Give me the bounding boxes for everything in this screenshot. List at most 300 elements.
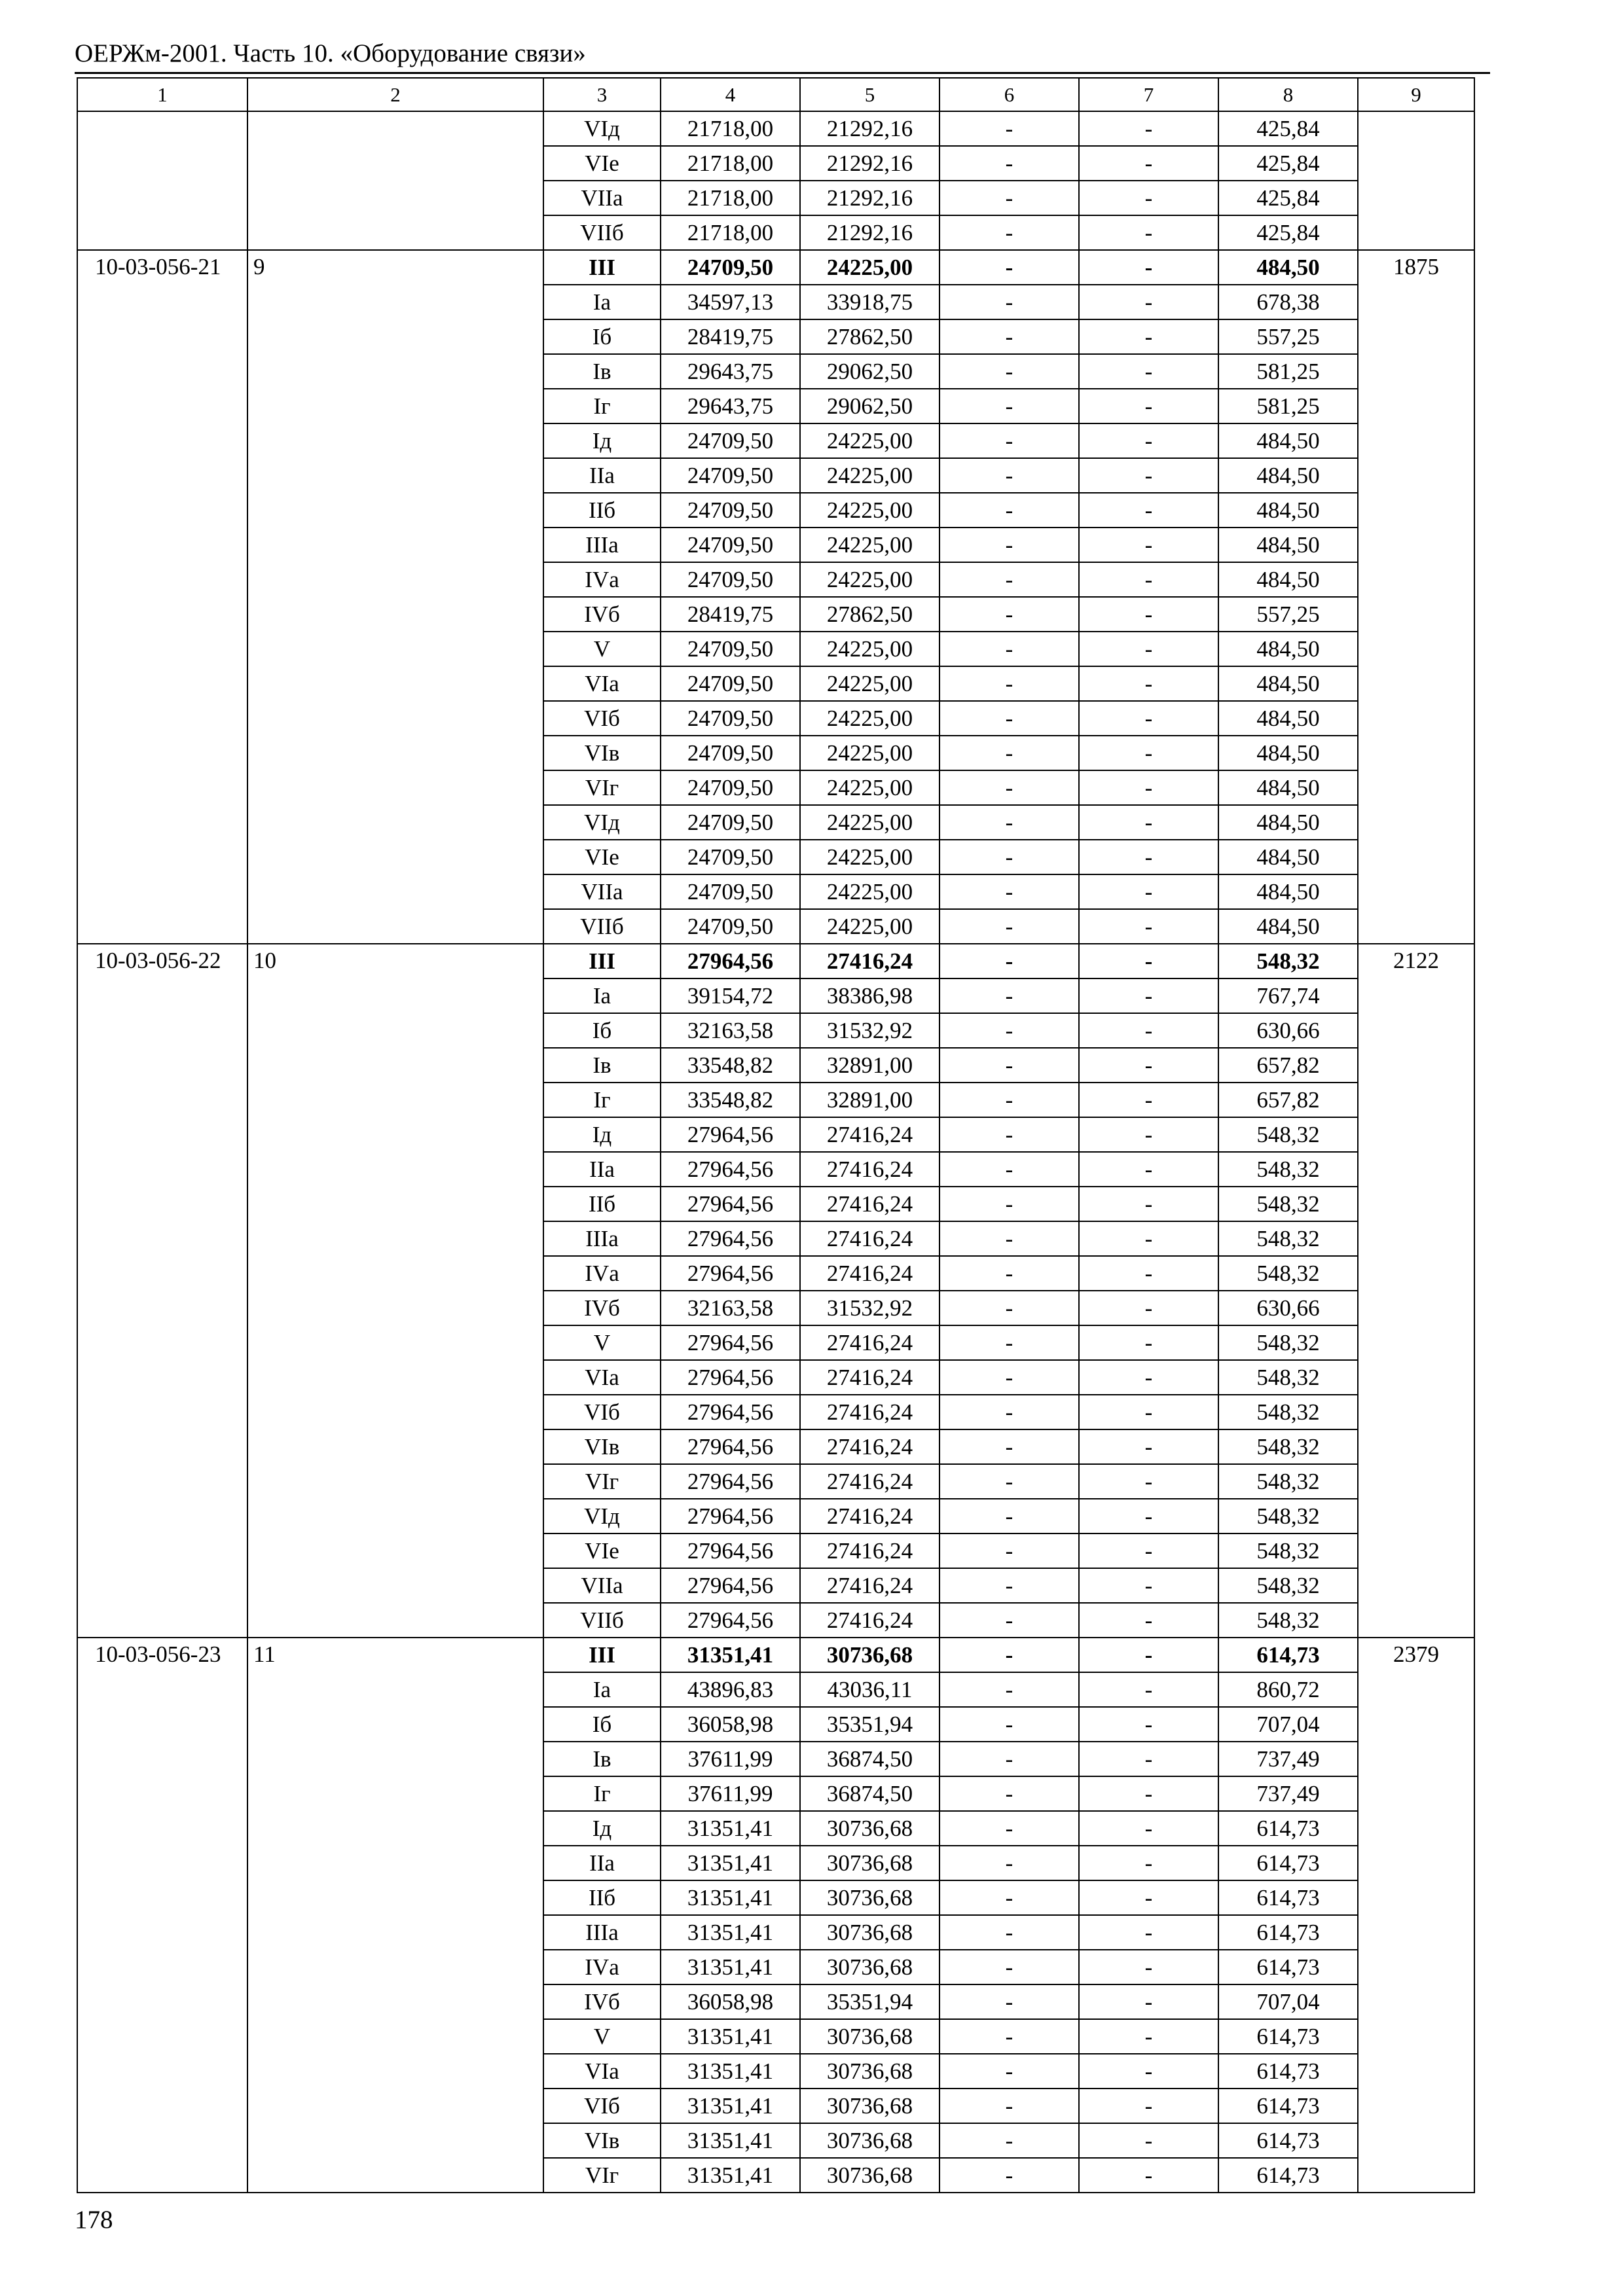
materials-cell: 548,32 xyxy=(1218,1568,1358,1603)
driver-wages-cell: - xyxy=(1079,1083,1218,1117)
materials-cell: 614,73 xyxy=(1218,2123,1358,2158)
machine-cell: - xyxy=(939,840,1079,874)
materials-cell: 557,25 xyxy=(1218,597,1358,632)
machine-cell: - xyxy=(939,1256,1079,1291)
zone-cell: Iв xyxy=(543,354,661,389)
machine-cell: - xyxy=(939,1499,1079,1534)
materials-cell: 614,73 xyxy=(1218,1846,1358,1880)
materials-cell: 614,73 xyxy=(1218,1915,1358,1950)
materials-cell: 484,50 xyxy=(1218,562,1358,597)
cost-cell: 21718,00 xyxy=(661,181,800,215)
materials-cell: 484,50 xyxy=(1218,701,1358,736)
driver-wages-cell: - xyxy=(1079,458,1218,493)
wages-cell: 24225,00 xyxy=(800,632,939,666)
driver-wages-cell: - xyxy=(1079,2123,1218,2158)
machine-cell: - xyxy=(939,562,1079,597)
machine-cell: - xyxy=(939,909,1079,944)
cost-cell: 27964,56 xyxy=(661,1395,800,1429)
materials-cell: 425,84 xyxy=(1218,215,1358,250)
driver-wages-cell: - xyxy=(1079,215,1218,250)
zone-cell: VIв xyxy=(543,736,661,770)
cost-cell: 31351,41 xyxy=(661,2089,800,2123)
driver-wages-cell: - xyxy=(1079,597,1218,632)
zone-cell: Iб xyxy=(543,1707,661,1742)
wages-cell: 29062,50 xyxy=(800,389,939,423)
rate-code-cell: 10-03-056-21 xyxy=(77,250,247,944)
wages-cell: 30736,68 xyxy=(800,1880,939,1915)
machine-cell: - xyxy=(939,1429,1079,1464)
machine-cell: - xyxy=(939,1915,1079,1950)
cost-cell: 24709,50 xyxy=(661,493,800,528)
machine-cell: - xyxy=(939,1880,1079,1915)
driver-wages-cell: - xyxy=(1079,1291,1218,1325)
rate-code-cell xyxy=(77,111,247,250)
column-number: 1 xyxy=(77,78,247,111)
zone-cell: IIа xyxy=(543,1846,661,1880)
materials-cell: 484,50 xyxy=(1218,632,1358,666)
zone-cell: VIIа xyxy=(543,1568,661,1603)
wages-cell: 27416,24 xyxy=(800,1325,939,1360)
rates-table-body xyxy=(77,78,1474,2193)
materials-cell: 548,32 xyxy=(1218,1464,1358,1499)
materials-cell: 614,73 xyxy=(1218,1638,1358,1672)
cost-cell: 32163,58 xyxy=(661,1291,800,1325)
machine-cell: - xyxy=(939,1776,1079,1811)
driver-wages-cell: - xyxy=(1079,909,1218,944)
machine-cell: - xyxy=(939,1707,1079,1742)
zone-cell: IVб xyxy=(543,1984,661,2019)
wages-cell: 36874,50 xyxy=(800,1742,939,1776)
zone-cell: IIа xyxy=(543,458,661,493)
zone-cell: IVб xyxy=(543,1291,661,1325)
cost-cell: 31351,41 xyxy=(661,1638,800,1672)
zone-cell: VIг xyxy=(543,1464,661,1499)
wages-cell: 27416,24 xyxy=(800,1256,939,1291)
machine-cell: - xyxy=(939,666,1079,701)
materials-cell: 614,73 xyxy=(1218,2054,1358,2089)
cost-cell: 24709,50 xyxy=(661,805,800,840)
materials-cell: 767,74 xyxy=(1218,978,1358,1013)
cost-cell: 33548,82 xyxy=(661,1083,800,1117)
driver-wages-cell: - xyxy=(1079,1048,1218,1083)
machine-cell: - xyxy=(939,632,1079,666)
rate-number-cell: 10 xyxy=(247,944,543,1638)
wages-cell: 27416,24 xyxy=(800,1534,939,1568)
cost-cell: 24709,50 xyxy=(661,666,800,701)
machine-cell: - xyxy=(939,1534,1079,1568)
materials-cell: 657,82 xyxy=(1218,1083,1358,1117)
materials-cell: 484,50 xyxy=(1218,770,1358,805)
materials-cell: 425,84 xyxy=(1218,181,1358,215)
cost-cell: 27964,56 xyxy=(661,1152,800,1187)
wages-cell: 30736,68 xyxy=(800,2054,939,2089)
page-number: 178 xyxy=(75,2206,113,2234)
wages-cell: 30736,68 xyxy=(800,2019,939,2054)
zone-cell: Iв xyxy=(543,1048,661,1083)
cost-cell: 27964,56 xyxy=(661,1603,800,1638)
machine-cell: - xyxy=(939,319,1079,354)
driver-wages-cell: - xyxy=(1079,111,1218,146)
cost-cell: 31351,41 xyxy=(661,2123,800,2158)
materials-cell: 737,49 xyxy=(1218,1776,1358,1811)
page-header-title: ОЕРЖм-2001. Часть 10. «Оборудование связи» xyxy=(75,39,586,67)
zone-cell: VIв xyxy=(543,2123,661,2158)
zone-cell: IIа xyxy=(543,1152,661,1187)
rate-group-head-row xyxy=(77,250,1474,285)
driver-wages-cell: - xyxy=(1079,285,1218,319)
wages-cell: 27416,24 xyxy=(800,1499,939,1534)
driver-wages-cell: - xyxy=(1079,1464,1218,1499)
machine-cell: - xyxy=(939,146,1079,181)
materials-cell: 614,73 xyxy=(1218,2158,1358,2193)
zone-cell: VIд xyxy=(543,111,661,146)
driver-wages-cell: - xyxy=(1079,1846,1218,1880)
cost-cell: 24709,50 xyxy=(661,840,800,874)
wages-cell: 43036,11 xyxy=(800,1672,939,1707)
cost-cell: 43896,83 xyxy=(661,1672,800,1707)
materials-cell: 425,84 xyxy=(1218,146,1358,181)
materials-cell: 548,32 xyxy=(1218,1360,1358,1395)
materials-cell: 548,32 xyxy=(1218,944,1358,978)
machine-cell: - xyxy=(939,1117,1079,1152)
wages-cell: 30736,68 xyxy=(800,1950,939,1984)
machine-cell: - xyxy=(939,1187,1079,1221)
wages-cell: 27416,24 xyxy=(800,1464,939,1499)
rate-number-cell xyxy=(247,111,543,250)
wages-cell: 24225,00 xyxy=(800,528,939,562)
cost-cell: 37611,99 xyxy=(661,1742,800,1776)
machine-cell: - xyxy=(939,1464,1079,1499)
driver-wages-cell: - xyxy=(1079,1776,1218,1811)
cost-cell: 36058,98 xyxy=(661,1707,800,1742)
wages-cell: 27416,24 xyxy=(800,1187,939,1221)
materials-cell: 678,38 xyxy=(1218,285,1358,319)
cost-cell: 36058,98 xyxy=(661,1984,800,2019)
wages-cell: 30736,68 xyxy=(800,1915,939,1950)
zone-cell: VIIб xyxy=(543,215,661,250)
driver-wages-cell: - xyxy=(1079,666,1218,701)
driver-wages-cell: - xyxy=(1079,493,1218,528)
materials-cell: 707,04 xyxy=(1218,1984,1358,2019)
wages-cell: 24225,00 xyxy=(800,562,939,597)
driver-wages-cell: - xyxy=(1079,874,1218,909)
zone-cell: IVа xyxy=(543,1950,661,1984)
machine-cell: - xyxy=(939,1048,1079,1083)
cost-cell: 27964,56 xyxy=(661,1429,800,1464)
cost-cell: 27964,56 xyxy=(661,944,800,978)
cost-cell: 27964,56 xyxy=(661,1325,800,1360)
wages-cell: 21292,16 xyxy=(800,146,939,181)
zone-cell: Iв xyxy=(543,1742,661,1776)
zone-cell: IIIа xyxy=(543,1915,661,1950)
zone-cell: VIIб xyxy=(543,909,661,944)
zone-cell: Iа xyxy=(543,978,661,1013)
cost-cell: 21718,00 xyxy=(661,111,800,146)
driver-wages-cell: - xyxy=(1079,423,1218,458)
rate-number-cell: 11 xyxy=(247,1638,543,2193)
machine-cell: - xyxy=(939,805,1079,840)
materials-cell: 581,25 xyxy=(1218,354,1358,389)
cost-cell: 24709,50 xyxy=(661,701,800,736)
zone-cell: VIв xyxy=(543,1429,661,1464)
zone-cell: VIIа xyxy=(543,874,661,909)
driver-wages-cell: - xyxy=(1079,319,1218,354)
wages-cell: 24225,00 xyxy=(800,666,939,701)
zone-cell: IIб xyxy=(543,1880,661,1915)
cost-cell: 27964,56 xyxy=(661,1187,800,1221)
driver-wages-cell: - xyxy=(1079,562,1218,597)
zone-cell: V xyxy=(543,1325,661,1360)
driver-wages-cell: - xyxy=(1079,2054,1218,2089)
machine-cell: - xyxy=(939,250,1079,285)
wages-cell: 27416,24 xyxy=(800,1603,939,1638)
header-rule xyxy=(75,72,1490,74)
machine-cell: - xyxy=(939,701,1079,736)
wages-cell: 27416,24 xyxy=(800,1395,939,1429)
machine-cell: - xyxy=(939,528,1079,562)
machine-cell: - xyxy=(939,1846,1079,1880)
driver-wages-cell: - xyxy=(1079,978,1218,1013)
cost-cell: 27964,56 xyxy=(661,1360,800,1395)
driver-wages-cell: - xyxy=(1079,1672,1218,1707)
materials-cell: 484,50 xyxy=(1218,423,1358,458)
machine-cell: - xyxy=(939,1395,1079,1429)
rate-number-cell: 9 xyxy=(247,250,543,944)
zone-cell: Iа xyxy=(543,1672,661,1707)
driver-wages-cell: - xyxy=(1079,1395,1218,1429)
driver-wages-cell: - xyxy=(1079,2089,1218,2123)
zone-cell: VIе xyxy=(543,1534,661,1568)
wages-cell: 38386,98 xyxy=(800,978,939,1013)
wages-cell: 27416,24 xyxy=(800,1152,939,1187)
zone-cell: Iд xyxy=(543,1117,661,1152)
zone-cell: VIд xyxy=(543,805,661,840)
driver-wages-cell: - xyxy=(1079,2019,1218,2054)
machine-cell: - xyxy=(939,111,1079,146)
materials-cell: 614,73 xyxy=(1218,1950,1358,1984)
materials-cell: 484,50 xyxy=(1218,805,1358,840)
machine-cell: - xyxy=(939,215,1079,250)
zone-cell: Iг xyxy=(543,1776,661,1811)
materials-cell: 657,82 xyxy=(1218,1048,1358,1083)
driver-wages-cell: - xyxy=(1079,250,1218,285)
wages-cell: 24225,00 xyxy=(800,840,939,874)
wages-cell: 32891,00 xyxy=(800,1083,939,1117)
machine-cell: - xyxy=(939,285,1079,319)
column-number: 3 xyxy=(543,78,661,111)
zone-cell: IVа xyxy=(543,1256,661,1291)
materials-cell: 707,04 xyxy=(1218,1707,1358,1742)
machine-cell: - xyxy=(939,181,1079,215)
zone-cell: IIб xyxy=(543,493,661,528)
materials-cell: 548,32 xyxy=(1218,1152,1358,1187)
machine-cell: - xyxy=(939,1221,1079,1256)
extra-value-cell xyxy=(1358,111,1474,250)
extra-value-cell: 2379 xyxy=(1358,1638,1474,2193)
machine-cell: - xyxy=(939,458,1079,493)
driver-wages-cell: - xyxy=(1079,1742,1218,1776)
cost-cell: 24709,50 xyxy=(661,909,800,944)
wages-cell: 33918,75 xyxy=(800,285,939,319)
materials-cell: 614,73 xyxy=(1218,2019,1358,2054)
table-row xyxy=(77,111,1474,146)
rate-group-head-row xyxy=(77,944,1474,978)
cost-cell: 21718,00 xyxy=(661,215,800,250)
zone-cell: VIа xyxy=(543,2054,661,2089)
materials-cell: 484,50 xyxy=(1218,250,1358,285)
materials-cell: 484,50 xyxy=(1218,736,1358,770)
column-number-row xyxy=(77,78,1474,111)
zone-cell: Iд xyxy=(543,1811,661,1846)
zone-cell: IIб xyxy=(543,1187,661,1221)
extra-value-cell: 1875 xyxy=(1358,250,1474,944)
wages-cell: 30736,68 xyxy=(800,1638,939,1672)
machine-cell: - xyxy=(939,874,1079,909)
wages-cell: 36874,50 xyxy=(800,1776,939,1811)
wages-cell: 27862,50 xyxy=(800,597,939,632)
materials-cell: 614,73 xyxy=(1218,1880,1358,1915)
materials-cell: 548,32 xyxy=(1218,1603,1358,1638)
zone-cell: VIа xyxy=(543,1360,661,1395)
cost-cell: 31351,41 xyxy=(661,1880,800,1915)
column-number: 5 xyxy=(800,78,939,111)
cost-cell: 27964,56 xyxy=(661,1464,800,1499)
materials-cell: 548,32 xyxy=(1218,1429,1358,1464)
driver-wages-cell: - xyxy=(1079,1013,1218,1048)
column-number: 8 xyxy=(1218,78,1358,111)
cost-cell: 24709,50 xyxy=(661,874,800,909)
materials-cell: 548,32 xyxy=(1218,1325,1358,1360)
materials-cell: 630,66 xyxy=(1218,1291,1358,1325)
driver-wages-cell: - xyxy=(1079,181,1218,215)
machine-cell: - xyxy=(939,2123,1079,2158)
driver-wages-cell: - xyxy=(1079,354,1218,389)
driver-wages-cell: - xyxy=(1079,1984,1218,2019)
wages-cell: 21292,16 xyxy=(800,111,939,146)
cost-cell: 31351,41 xyxy=(661,2019,800,2054)
machine-cell: - xyxy=(939,944,1079,978)
zone-cell: V xyxy=(543,2019,661,2054)
wages-cell: 24225,00 xyxy=(800,770,939,805)
rate-group-head-row xyxy=(77,1638,1474,1672)
zone-cell: VIб xyxy=(543,1395,661,1429)
rate-code-cell: 10-03-056-22 xyxy=(77,944,247,1638)
zone-cell: Iд xyxy=(543,423,661,458)
cost-cell: 31351,41 xyxy=(661,1846,800,1880)
zone-cell: VIг xyxy=(543,770,661,805)
wages-cell: 27416,24 xyxy=(800,1429,939,1464)
materials-cell: 548,32 xyxy=(1218,1256,1358,1291)
materials-cell: 484,50 xyxy=(1218,493,1358,528)
materials-cell: 484,50 xyxy=(1218,909,1358,944)
zone-cell: Iб xyxy=(543,1013,661,1048)
zone-cell: IIIа xyxy=(543,528,661,562)
driver-wages-cell: - xyxy=(1079,389,1218,423)
driver-wages-cell: - xyxy=(1079,1325,1218,1360)
machine-cell: - xyxy=(939,1811,1079,1846)
cost-cell: 27964,56 xyxy=(661,1499,800,1534)
materials-cell: 548,32 xyxy=(1218,1221,1358,1256)
machine-cell: - xyxy=(939,1638,1079,1672)
cost-cell: 24709,50 xyxy=(661,528,800,562)
driver-wages-cell: - xyxy=(1079,1915,1218,1950)
machine-cell: - xyxy=(939,1325,1079,1360)
cost-cell: 31351,41 xyxy=(661,2054,800,2089)
machine-cell: - xyxy=(939,1672,1079,1707)
materials-cell: 548,32 xyxy=(1218,1187,1358,1221)
column-number: 9 xyxy=(1358,78,1474,111)
column-number: 6 xyxy=(939,78,1079,111)
zone-cell: VIб xyxy=(543,2089,661,2123)
materials-cell: 737,49 xyxy=(1218,1742,1358,1776)
cost-cell: 24709,50 xyxy=(661,423,800,458)
machine-cell: - xyxy=(939,2158,1079,2193)
zone-cell: VIIа xyxy=(543,181,661,215)
materials-cell: 425,84 xyxy=(1218,111,1358,146)
cost-cell: 24709,50 xyxy=(661,458,800,493)
machine-cell: - xyxy=(939,389,1079,423)
zone-cell: VIIб xyxy=(543,1603,661,1638)
cost-cell: 24709,50 xyxy=(661,562,800,597)
wages-cell: 31532,92 xyxy=(800,1291,939,1325)
materials-cell: 484,50 xyxy=(1218,840,1358,874)
wages-cell: 24225,00 xyxy=(800,909,939,944)
column-number: 2 xyxy=(247,78,543,111)
zone-cell: VIа xyxy=(543,666,661,701)
materials-cell: 548,32 xyxy=(1218,1499,1358,1534)
wages-cell: 35351,94 xyxy=(800,1707,939,1742)
wages-cell: 30736,68 xyxy=(800,1846,939,1880)
zone-cell: III xyxy=(543,1638,661,1672)
driver-wages-cell: - xyxy=(1079,1638,1218,1672)
wages-cell: 24225,00 xyxy=(800,423,939,458)
machine-cell: - xyxy=(939,597,1079,632)
materials-cell: 548,32 xyxy=(1218,1395,1358,1429)
driver-wages-cell: - xyxy=(1079,701,1218,736)
materials-cell: 581,25 xyxy=(1218,389,1358,423)
driver-wages-cell: - xyxy=(1079,1950,1218,1984)
zone-cell: VIб xyxy=(543,701,661,736)
zone-cell: V xyxy=(543,632,661,666)
cost-cell: 24709,50 xyxy=(661,250,800,285)
wages-cell: 27416,24 xyxy=(800,1568,939,1603)
machine-cell: - xyxy=(939,423,1079,458)
machine-cell: - xyxy=(939,2019,1079,2054)
zone-cell: III xyxy=(543,250,661,285)
machine-cell: - xyxy=(939,1603,1079,1638)
driver-wages-cell: - xyxy=(1079,1187,1218,1221)
wages-cell: 24225,00 xyxy=(800,250,939,285)
column-number: 7 xyxy=(1079,78,1218,111)
wages-cell: 35351,94 xyxy=(800,1984,939,2019)
wages-cell: 27416,24 xyxy=(800,1117,939,1152)
driver-wages-cell: - xyxy=(1079,1152,1218,1187)
rate-code-cell: 10-03-056-23 xyxy=(77,1638,247,2193)
cost-cell: 27964,56 xyxy=(661,1534,800,1568)
driver-wages-cell: - xyxy=(1079,1360,1218,1395)
cost-cell: 31351,41 xyxy=(661,1811,800,1846)
cost-cell: 32163,58 xyxy=(661,1013,800,1048)
wages-cell: 29062,50 xyxy=(800,354,939,389)
zone-cell: VIг xyxy=(543,2158,661,2193)
zone-cell: VIе xyxy=(543,146,661,181)
wages-cell: 30736,68 xyxy=(800,2158,939,2193)
wages-cell: 30736,68 xyxy=(800,2123,939,2158)
machine-cell: - xyxy=(939,1360,1079,1395)
driver-wages-cell: - xyxy=(1079,1568,1218,1603)
driver-wages-cell: - xyxy=(1079,1117,1218,1152)
driver-wages-cell: - xyxy=(1079,1603,1218,1638)
